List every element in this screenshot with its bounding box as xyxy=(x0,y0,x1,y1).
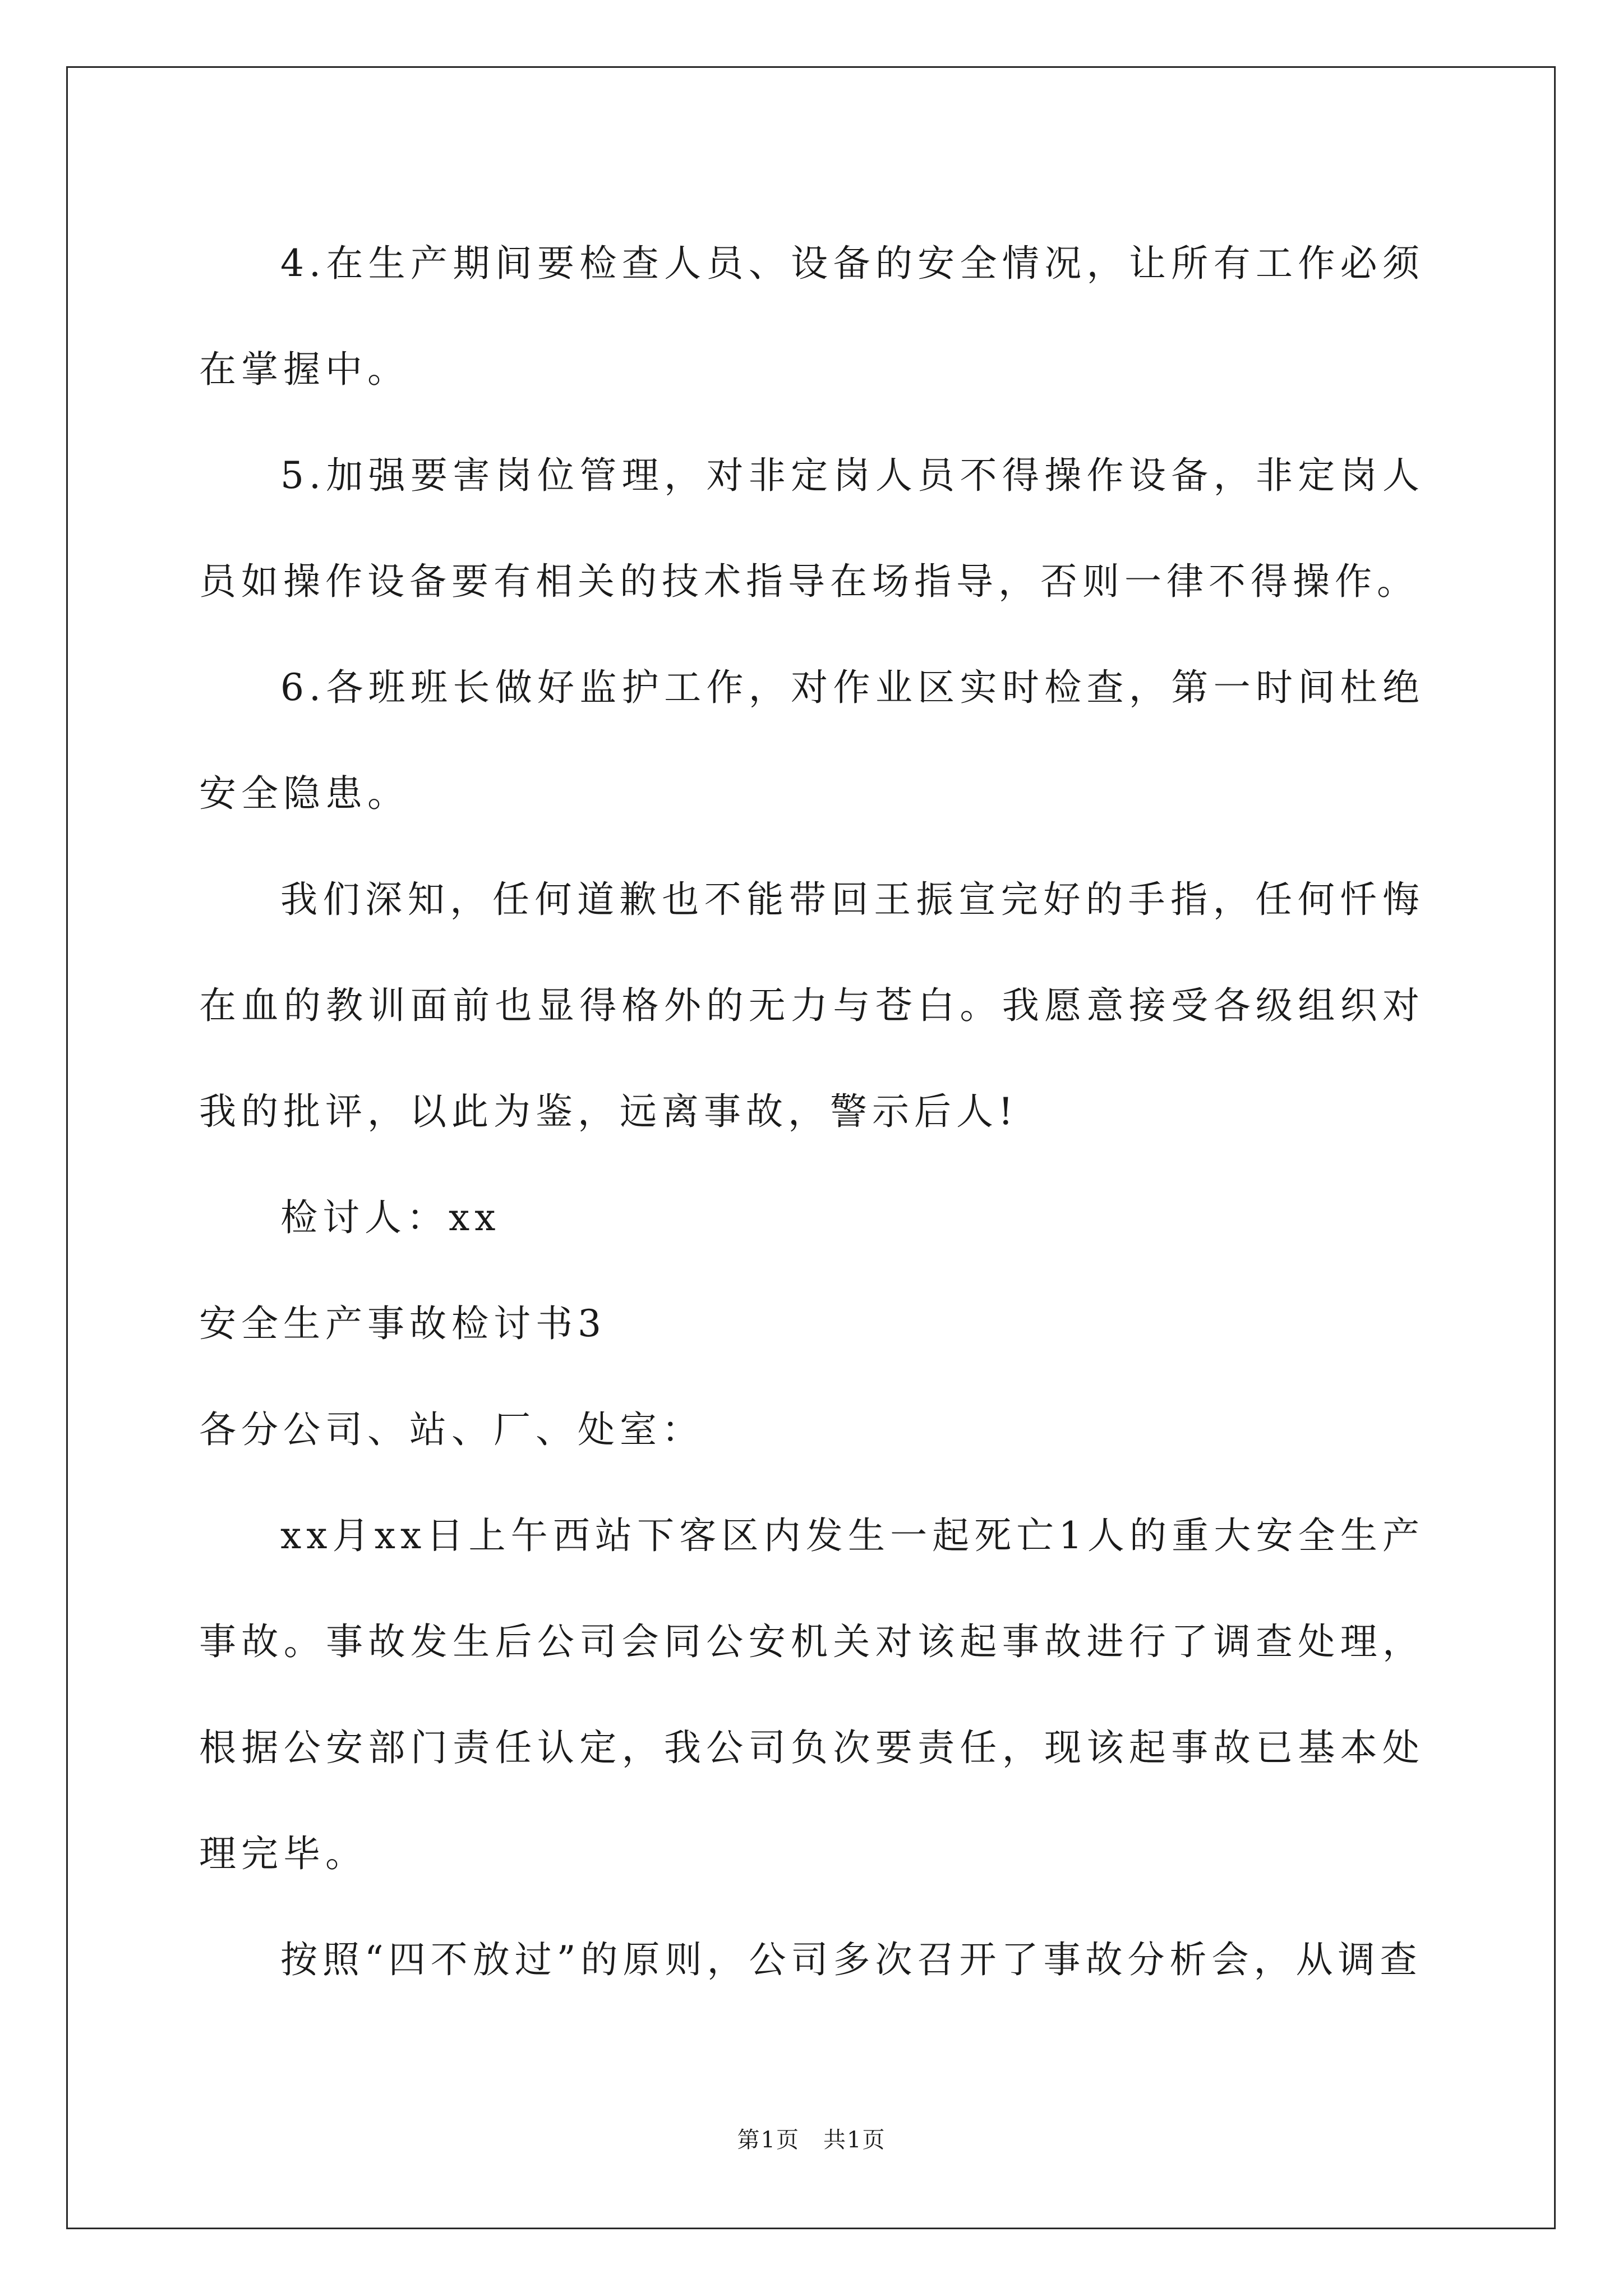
page-footer: 第1页 共1页 xyxy=(737,2127,886,2153)
paragraph-item-5: 5.加强要害岗位管理，对非定岗人员不得操作设备，非定岗人员如操作设备要有相关的技术指导在场指导，否则一律不得操作。 xyxy=(199,454,1424,603)
salutation: 各分公司、站、厂、处室： xyxy=(199,1408,704,1451)
paragraph-item-4: 4.在生产期间要检查人员、设备的安全情况，让所有工作必须在掌握中。 xyxy=(199,242,1424,391)
document-body xyxy=(199,210,1424,2013)
paragraph-item-6: 6.各班班长做好监护工作，对作业区实时检查，第一时间杜绝安全隐患。 xyxy=(199,666,1424,815)
paragraph-incident: xx月xx日上午西站下客区内发生一起死亡1人的重大安全生产事故。事故发生后公司会同公安机关对该起事故进行了调查处理，根据公安部门责任认定，我公司负次要责任，现该起事故已基本处理完毕。 xyxy=(199,1514,1424,1875)
section-title: 安全生产事故检讨书3 xyxy=(199,1302,606,1345)
paragraph-principle: 按照“四不放过”的原则，公司多次召开了事故分析会，从调查 xyxy=(280,1938,1422,1981)
paragraph-apology: 我们深知，任何道歉也不能带回王振宣完好的手指，任何忏悔在血的教训面前也显得格外的无力与苍白。我愿意接受各级组织对我的批评，以此为鉴，远离事故，警示后人! xyxy=(199,878,1424,1133)
signature-line: 检讨人：xx xyxy=(280,1196,501,1239)
